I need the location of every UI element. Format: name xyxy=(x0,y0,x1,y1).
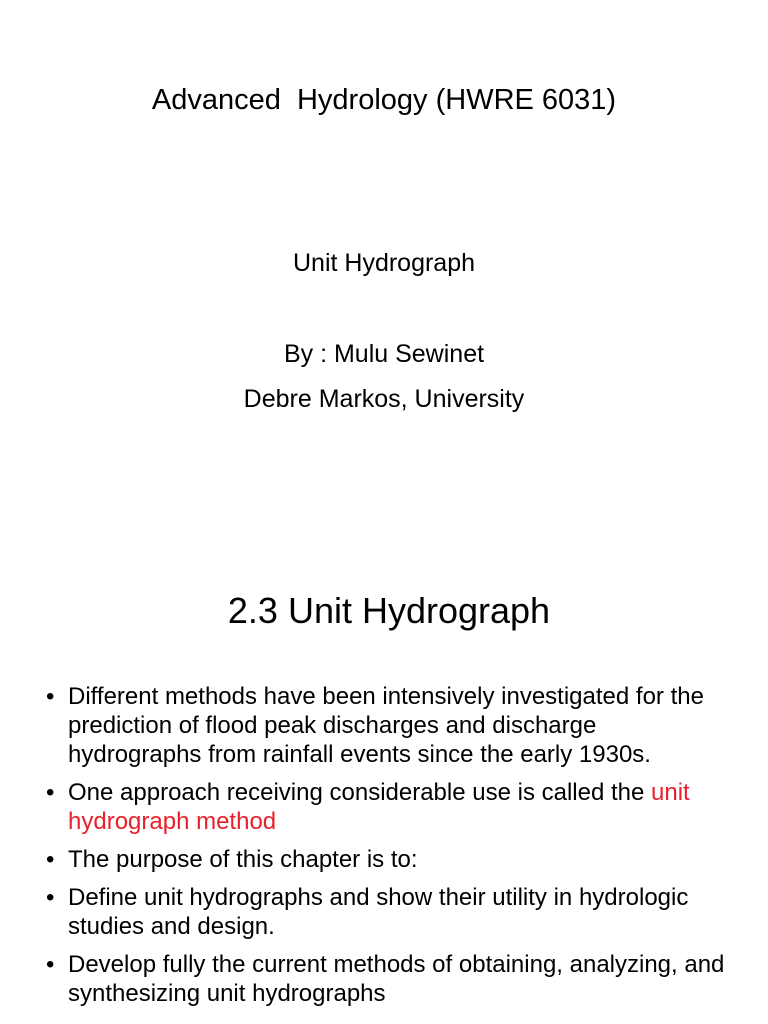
bullet-text: Define unit hydrographs and show their utility in hydrologic studies and design. xyxy=(68,884,689,940)
bullet-dot-icon: • xyxy=(46,951,55,978)
bullet-text: Develop fully the current methods of obtaining, analyzing, and synthesizing unit hydrographs xyxy=(68,951,725,1007)
bullet-item xyxy=(46,950,736,1008)
institution-line: Debre Markos, University xyxy=(243,385,525,413)
bullet-text: Different methods have been intensively investigated for the prediction of flood peak discharges and discharge hydrographs from rainfall events since the early 1930s. xyxy=(68,683,704,768)
bullet-text: The purpose of this chapter is to: xyxy=(68,846,418,873)
bullet-dot-icon: • xyxy=(46,846,55,873)
content-slide xyxy=(0,560,768,1024)
bullet-item xyxy=(46,845,736,874)
bullet-dot-icon: • xyxy=(46,884,55,911)
bullet-list xyxy=(46,682,736,1017)
highlighted-term: unit hydrograph method xyxy=(68,779,690,835)
course-title: Advanced Hydrology (HWRE 6031) xyxy=(151,84,617,116)
bullet-item xyxy=(46,682,736,769)
bullet-item xyxy=(46,883,736,941)
topic-title: Unit Hydrograph xyxy=(292,249,476,277)
slide-title: 2.3 Unit Hydrograph xyxy=(227,590,551,631)
bullet-text: One approach receiving considerable use is called the xyxy=(68,779,652,806)
author-line: By : Mulu Sewinet xyxy=(283,340,485,368)
bullet-dot-icon: • xyxy=(46,683,55,710)
bullet-dot-icon: • xyxy=(46,779,55,806)
bullet-item xyxy=(46,778,736,836)
